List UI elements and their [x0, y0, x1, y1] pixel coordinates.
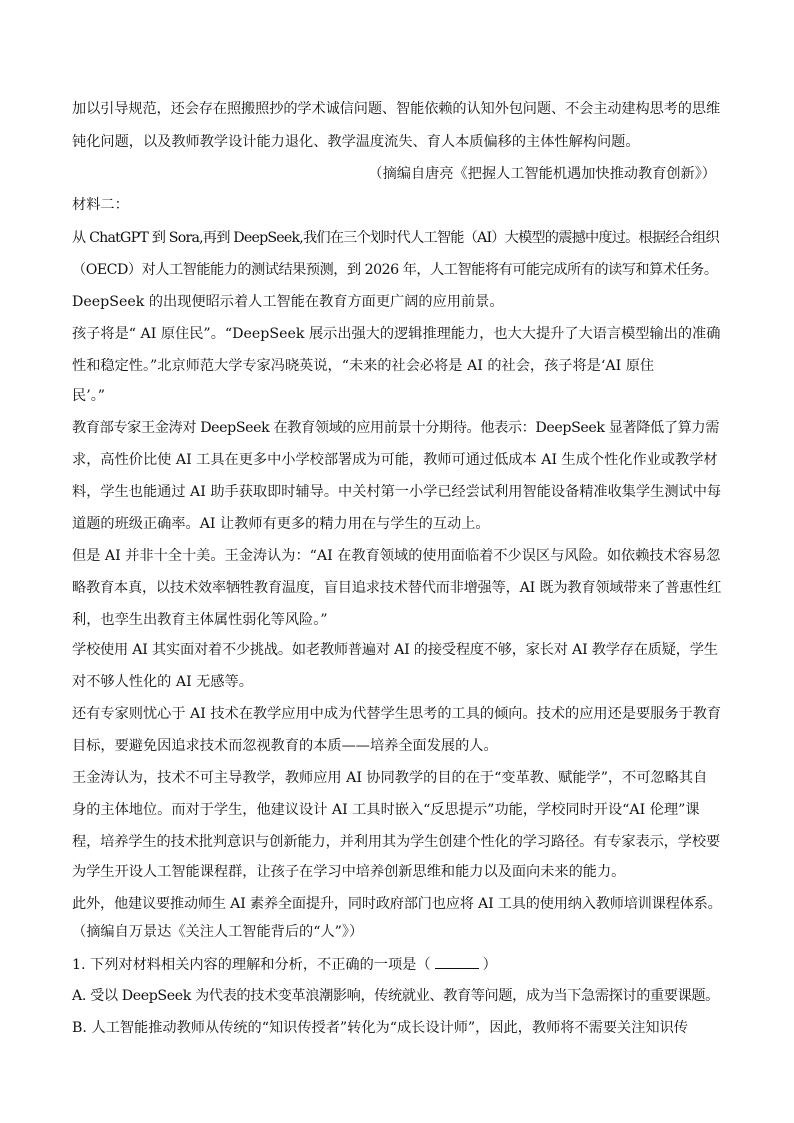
paragraph-line: 此外，他建议要推动师生 AI 素养全面提升，同时政府部门也应将 AI 工具的使用纳入教师培训课程体系。 — [72, 896, 722, 912]
question-stem-close: ） — [482, 957, 497, 973]
paragraph-line: DeepSeek 的出现便昭示着人工智能在教育方面更广阔的应用前景。 — [72, 294, 504, 310]
paragraph-line: 料，学生也能通过 AI 助手获取即时辅导。中关村第一小学已经尝试利用智能设备精准收集学生测试中每 — [72, 484, 722, 500]
section-heading: 材料二： — [72, 197, 129, 213]
paragraph-line: 程，培养学生的技术批判意识与创新能力，并利用其为学生创建个性化的学习路径。有专家表示，学校要 — [72, 834, 721, 850]
paragraph-line: 王金涛认为，技术不可主导教学，教师应用 AI 协同教学的目的在于“变革教、赋能学”，不可忽略其自 — [72, 770, 708, 786]
paragraph-line: 道题的班级正确率。AI 让教师有更多的精力用在与学生的互动上。 — [72, 516, 490, 532]
paragraph-line: 目标，要避免因追求技术而忽视教育的本质——培养全面发展的人。 — [72, 738, 498, 754]
source-citation: （摘编自唐亮《把握人工智能机遇加快推动教育创新》） — [368, 166, 716, 182]
source-citation: （摘编自万景达《关注人工智能背后的“人”》） — [72, 924, 364, 940]
paragraph-line: 还有专家则忧心于 AI 技术在教学应用中成为代替学生思考的工具的倾向。技术的应用还是要服务于教育 — [72, 706, 722, 722]
paragraph-line: 但是 AI 并非十全十美。王金涛认为：“AI 在教育领域的使用面临着不少误区与风险。如依赖技术容易忽 — [72, 548, 721, 564]
paragraph-line: 从 ChatGPT 到 Sora,再到 DeepSeek,我们在三个划时代人工智能（AI）大模型的震撼中度过。根据经合组织 — [72, 230, 719, 246]
paragraph-line: 求，高性价比使 AI 工具在更多中小学校部署成为可能，教师可通过低成本 AI 生成个性化作业或教学材 — [72, 452, 718, 468]
paragraph-line: 性和稳定性。”北京师范大学专家冯晓英说，“未来的社会必将是 AI 的社会，孩子将是‘AI 原住 — [72, 358, 655, 374]
paragraph-line: 利，也孪生出教育主体属性弱化等风险。” — [72, 612, 328, 628]
paragraph-line: 身的主体地位。而对于学生，他建议设计 AI 工具时嵌入“反思提示”功能，学校同时开设“AI 伦理”课 — [72, 802, 700, 818]
paragraph-line: 教育部专家王金涛对 DeepSeek 在教育领域的应用前景十分期待。他表示：DeepSeek 显著降低了算力需 — [72, 420, 719, 436]
paragraph-line: 略教育本真，以技术效率牺牲教育温度，盲目追求技术替代而非增强等，AI 既为教育领域带来了普惠性红 — [72, 580, 722, 596]
paragraph-line: 民’。” — [72, 388, 106, 404]
option-a: A. 受以 DeepSeek 为代表的技术变革浪潮影响，传统就业、教育等问题，成为当下急需探讨的重要课题。 — [72, 988, 719, 1004]
option-b: B. 人工智能推动教师从传统的“知识传授者”转化为“成长设计师”，因此，教师将不需要关注知识传 — [72, 1020, 688, 1036]
answer-blank[interactable] — [435, 954, 479, 969]
question-stem — [72, 954, 497, 975]
paragraph-line: 钝化问题，以及教师教学设计能力退化、教学温度流失、育人本质偏移的主体性解构问题。 — [72, 134, 640, 150]
paragraph-line: 孩子将是“ AI 原住民”。“DeepSeek 展示出强大的逻辑推理能力，也大大提升了大语言模型输出的准确 — [72, 326, 721, 342]
paragraph-line: 对不够人性化的 AI 无感等。 — [72, 674, 253, 690]
paragraph-line: 加以引导规范，还会存在照搬照抄的学术诚信问题、智能依赖的认知外包问题、不会主动建构思考的思维 — [72, 101, 721, 117]
paragraph-line: 学校使用 AI 其实面对着不少挑战。如老教师普遍对 AI 的接受程度不够，家长对 AI 教学存在质疑，学生 — [72, 642, 718, 658]
paragraph-line: 为学生开设人工智能课程群，让孩子在学习中培养创新思维和能力以及面向未来的能力。 — [72, 864, 626, 880]
question-stem-text: 1. 下列对材料相关内容的理解和分析，不正确的一项是（ — [72, 957, 431, 973]
paragraph-line: （OECD）对人工智能能力的测试结果预测，到 2026 年，人工智能将有可能完成所有的读写和算术任务。 — [72, 262, 718, 278]
